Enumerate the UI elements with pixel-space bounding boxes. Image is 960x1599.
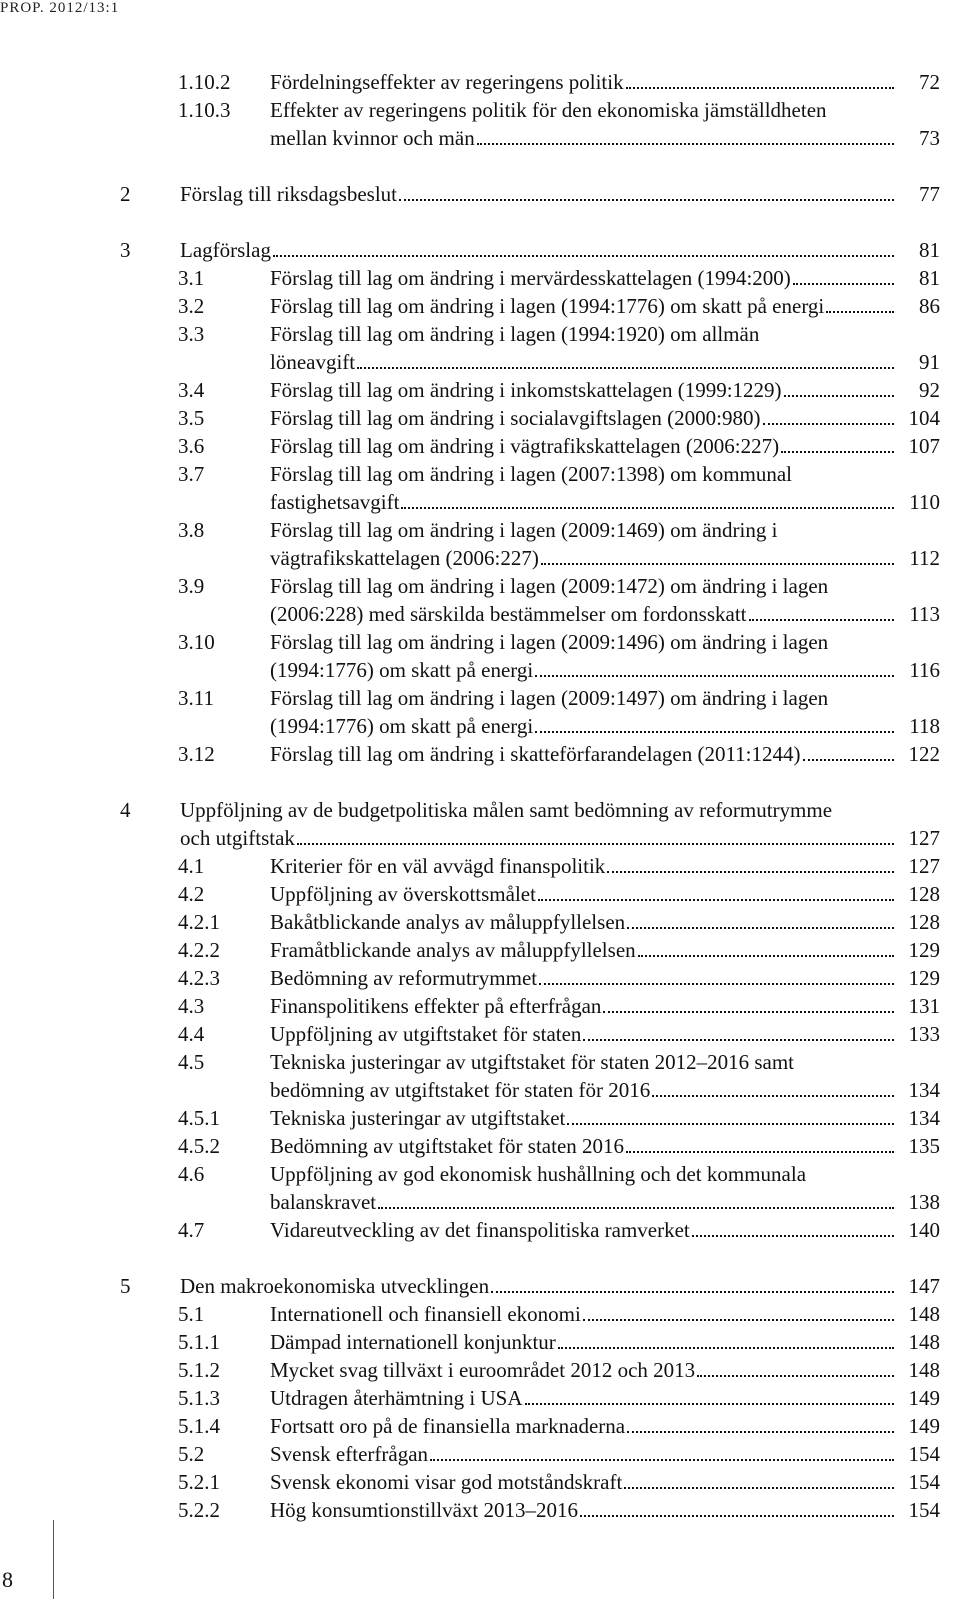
toc-entry-number: 4.2.1 bbox=[178, 910, 220, 934]
toc-entry-title: (1994:1776) om skatt på energi bbox=[270, 658, 534, 682]
toc-entry-title: Fortsatt oro på de finansiella marknaderna bbox=[270, 1414, 626, 1438]
toc-entry[interactable] bbox=[120, 236, 940, 264]
toc-entry-number: 4.2.2 bbox=[178, 938, 220, 962]
toc-entry-title: Effekter av regeringens politik för den ekonomiska jämställdheten bbox=[270, 98, 827, 122]
toc-page-number: 128 bbox=[896, 880, 940, 908]
toc-entry-number: 3.5 bbox=[178, 406, 205, 430]
toc-page-number: 112 bbox=[896, 544, 940, 572]
toc-entry[interactable] bbox=[178, 1300, 940, 1328]
dot-leader bbox=[793, 283, 894, 285]
dot-leader bbox=[826, 311, 894, 313]
running-head: PROP. 2012/13:1 bbox=[0, 0, 120, 16]
toc-entry[interactable] bbox=[178, 292, 940, 320]
toc-entry[interactable] bbox=[178, 376, 940, 404]
toc-entry[interactable] bbox=[120, 1272, 940, 1300]
toc-page-number: 135 bbox=[896, 1132, 940, 1160]
dot-leader bbox=[784, 395, 894, 397]
toc-entry-number: 5 bbox=[120, 1274, 131, 1298]
toc-entry-number: 3.1 bbox=[178, 266, 205, 290]
toc-entry-title: Fördelningseffekter av regeringens politik bbox=[270, 70, 624, 94]
toc-entry[interactable] bbox=[120, 796, 940, 852]
toc-page-number: 138 bbox=[896, 1188, 940, 1216]
dot-leader bbox=[607, 871, 894, 873]
toc-entry-title: Förslag till lag om ändring i lagen (2009:1472) om ändring i lagen bbox=[270, 574, 829, 598]
toc-entry-number: 4.7 bbox=[178, 1218, 205, 1242]
dot-leader bbox=[626, 87, 894, 89]
toc-page-number: 154 bbox=[896, 1496, 940, 1524]
dot-leader bbox=[580, 1515, 894, 1517]
toc-entry-number: 3.8 bbox=[178, 518, 205, 542]
toc-page-number: 149 bbox=[896, 1412, 940, 1440]
toc-page-number: 122 bbox=[896, 740, 940, 768]
toc-entry-number: 5.1.1 bbox=[178, 1330, 220, 1354]
toc-page-number: 129 bbox=[896, 936, 940, 964]
toc-entry[interactable] bbox=[178, 1356, 940, 1384]
toc-entry[interactable] bbox=[178, 936, 940, 964]
toc-entry-title: Förslag till lag om ändring i lagen (1994:1776) om skatt på energi bbox=[270, 294, 825, 318]
toc-entry-title: bedömning av utgiftstaket för staten för 2016 bbox=[270, 1078, 651, 1102]
toc-entry-number: 4.6 bbox=[178, 1162, 205, 1186]
toc-entry-number: 3.7 bbox=[178, 462, 205, 486]
toc-entry[interactable] bbox=[178, 852, 940, 880]
dot-leader bbox=[378, 1207, 894, 1209]
toc-page-number: 129 bbox=[896, 964, 940, 992]
dot-leader bbox=[535, 675, 894, 677]
dot-leader bbox=[583, 1039, 894, 1041]
dot-leader bbox=[297, 843, 894, 845]
toc-entry-number: 4.2.3 bbox=[178, 966, 220, 990]
toc-entry-number: 5.2.2 bbox=[178, 1498, 220, 1522]
toc-entry-number: 3.2 bbox=[178, 294, 205, 318]
toc-page-number: 77 bbox=[896, 180, 940, 208]
toc-entry-title: Förslag till lag om ändring i inkomstskattelagen (1999:1229) bbox=[270, 378, 782, 402]
toc-entry-number: 5.1.4 bbox=[178, 1414, 220, 1438]
toc-entry-number: 4.5.1 bbox=[178, 1106, 220, 1130]
toc-entry-title: Framåtblickande analys av måluppfyllelsen bbox=[270, 938, 636, 962]
dot-leader bbox=[273, 255, 894, 257]
toc-entry-title: Tekniska justeringar av utgiftstaket för staten 2012–2016 samt bbox=[270, 1050, 794, 1074]
toc-entry-number: 1.10.3 bbox=[178, 98, 231, 122]
toc-entry-number: 4.3 bbox=[178, 994, 205, 1018]
toc-entry-title: Förslag till lag om ändring i lagen (2009:1496) om ändring i lagen bbox=[270, 630, 829, 654]
toc-entry-number: 4.5.2 bbox=[178, 1134, 220, 1158]
dot-leader bbox=[626, 1151, 894, 1153]
toc-page-number: 133 bbox=[896, 1020, 940, 1048]
dot-leader bbox=[357, 367, 894, 369]
dot-leader bbox=[541, 563, 894, 565]
toc-page-number: 73 bbox=[896, 124, 940, 152]
toc-entry-number: 3.6 bbox=[178, 434, 205, 458]
dot-leader bbox=[763, 423, 894, 425]
toc-page-number: 134 bbox=[896, 1076, 940, 1104]
toc-page-number: 127 bbox=[896, 852, 940, 880]
toc-entry-title: Bedömning av reformutrymmet bbox=[270, 966, 538, 990]
toc-entry-title: Förslag till lag om ändring i lagen (2007:1398) om kommunal bbox=[270, 462, 793, 486]
dot-leader bbox=[603, 1011, 894, 1013]
toc-entry-title: Bakåtblickande analys av måluppfyllelsen bbox=[270, 910, 626, 934]
toc-entry[interactable] bbox=[178, 880, 940, 908]
dot-leader bbox=[692, 1235, 894, 1237]
toc-entry[interactable] bbox=[178, 264, 940, 292]
dot-leader bbox=[697, 1375, 894, 1377]
dot-leader bbox=[627, 927, 894, 929]
toc-entry-title: Förslag till lag om ändring i lagen (1994:1920) om allmän bbox=[270, 322, 760, 346]
toc-page-number: 116 bbox=[896, 656, 940, 684]
toc-entry-number: 1.10.2 bbox=[178, 70, 231, 94]
toc-page-number: 149 bbox=[896, 1384, 940, 1412]
toc-entry[interactable] bbox=[178, 572, 940, 628]
toc-entry[interactable] bbox=[178, 1468, 940, 1496]
toc-entry[interactable] bbox=[178, 460, 940, 516]
toc-entry-title: Uppföljning av god ekonomisk hushållning och det kommunala bbox=[270, 1162, 807, 1186]
toc-entry-title: mellan kvinnor och män bbox=[270, 126, 475, 150]
toc-page-number: 147 bbox=[896, 1272, 940, 1300]
toc-entry[interactable] bbox=[178, 628, 940, 684]
toc-entry[interactable] bbox=[120, 180, 940, 208]
toc-entry-number: 5.1.2 bbox=[178, 1358, 220, 1382]
toc-entry[interactable] bbox=[178, 1412, 940, 1440]
toc-entry-title: Den makroekonomiska utvecklingen bbox=[180, 1274, 490, 1298]
toc-page-number: 110 bbox=[896, 488, 940, 516]
toc-entry-number: 3.9 bbox=[178, 574, 205, 598]
toc-entry-number: 3.3 bbox=[178, 322, 205, 346]
toc-entry-number: 4 bbox=[120, 798, 131, 822]
toc-entry[interactable] bbox=[178, 1020, 940, 1048]
toc-page-number: 148 bbox=[896, 1300, 940, 1328]
page-number: 8 bbox=[2, 1567, 13, 1592]
dot-leader bbox=[638, 955, 894, 957]
toc-entry-title: Lagförslag bbox=[180, 238, 271, 262]
dot-leader bbox=[803, 759, 894, 761]
toc-entry[interactable] bbox=[178, 908, 940, 936]
dot-leader bbox=[652, 1095, 894, 1097]
toc-entry-number: 4.4 bbox=[178, 1022, 205, 1046]
toc-entry-title: Förslag till lag om ändring i vägtrafikskattelagen (2006:227) bbox=[270, 434, 780, 458]
toc-entry-title: fastighetsavgift bbox=[270, 490, 400, 514]
dot-leader bbox=[624, 1487, 894, 1489]
toc-page-number: 91 bbox=[896, 348, 940, 376]
toc-entry-number: 5.1.3 bbox=[178, 1386, 220, 1410]
toc-entry-title: Förslag till lag om ändring i mervärdesskattelagen (1994:200) bbox=[270, 266, 791, 290]
toc-entry[interactable] bbox=[178, 1496, 940, 1524]
dot-leader bbox=[567, 1123, 894, 1125]
toc-entry-number: 3.10 bbox=[178, 630, 215, 654]
toc-entry-title: Uppföljning av överskottsmålet bbox=[270, 882, 536, 906]
dot-leader bbox=[558, 1347, 894, 1349]
dot-leader bbox=[583, 1319, 894, 1321]
toc-entry-title: Dämpad internationell konjunktur bbox=[270, 1330, 556, 1354]
toc-entry[interactable] bbox=[178, 992, 940, 1020]
toc-entry-number: 3.4 bbox=[178, 378, 205, 402]
toc-entry-number: 3 bbox=[120, 238, 131, 262]
toc-page-number: 92 bbox=[896, 376, 940, 404]
toc-entry-number: 4.1 bbox=[178, 854, 205, 878]
dot-leader bbox=[477, 143, 894, 145]
toc-entry[interactable] bbox=[178, 684, 940, 740]
toc-page-number: 81 bbox=[896, 264, 940, 292]
toc-page-number: 131 bbox=[896, 992, 940, 1020]
dot-leader bbox=[430, 1459, 894, 1461]
toc-page-number: 118 bbox=[896, 712, 940, 740]
toc-entry[interactable] bbox=[178, 1104, 940, 1132]
toc-entry-number: 4.2 bbox=[178, 882, 205, 906]
toc-entry[interactable] bbox=[178, 516, 940, 572]
toc-entry-title: Svensk efterfrågan bbox=[270, 1442, 429, 1466]
dot-leader bbox=[538, 899, 894, 901]
toc-entry-title: Hög konsumtionstillväxt 2013–2016 bbox=[270, 1498, 579, 1522]
dot-leader bbox=[525, 1403, 894, 1405]
toc-entry-title: balanskravet bbox=[270, 1190, 377, 1214]
toc-entry-title: Uppföljning av utgiftstaket för staten bbox=[270, 1022, 582, 1046]
toc-page-number: 127 bbox=[896, 824, 940, 852]
toc-entry-title: Tekniska justeringar av utgiftstaket bbox=[270, 1106, 566, 1130]
dot-leader bbox=[491, 1291, 894, 1293]
toc-entry-title: Kriterier för en väl avvägd finanspolitik bbox=[270, 854, 606, 878]
toc-entry[interactable] bbox=[178, 68, 940, 96]
toc-entry-title: Svensk ekonomi visar god motståndskraft bbox=[270, 1470, 623, 1494]
toc-page-number: 86 bbox=[896, 292, 940, 320]
toc-entry-title: Förslag till lag om ändring i socialavgiftslagen (2000:980) bbox=[270, 406, 761, 430]
dot-leader bbox=[749, 619, 894, 621]
toc-entry[interactable] bbox=[178, 1384, 940, 1412]
toc-entry[interactable] bbox=[178, 404, 940, 432]
toc-entry[interactable] bbox=[178, 432, 940, 460]
toc-entry-title: Mycket svag tillväxt i euroområdet 2012 och 2013 bbox=[270, 1358, 696, 1382]
toc-page-number: 107 bbox=[896, 432, 940, 460]
toc-entry[interactable] bbox=[178, 1328, 940, 1356]
dot-leader bbox=[781, 451, 894, 453]
dot-leader bbox=[401, 507, 894, 509]
toc-entry[interactable] bbox=[178, 1048, 940, 1104]
toc-entry-title: och utgiftstak bbox=[180, 826, 295, 850]
toc-entry-title: Förslag till riksdagsbeslut bbox=[180, 182, 397, 206]
toc-entry-number: 2 bbox=[120, 182, 131, 206]
toc-entry-title: vägtrafikskattelagen (2006:227) bbox=[270, 546, 539, 570]
toc-entry-title: Finanspolitikens effekter på efterfrågan bbox=[270, 994, 602, 1018]
toc-entry-title: (1994:1776) om skatt på energi bbox=[270, 714, 534, 738]
toc-entry-number: 3.12 bbox=[178, 742, 215, 766]
toc-entry[interactable] bbox=[178, 96, 940, 152]
toc-entry[interactable] bbox=[178, 1216, 940, 1244]
toc-entry[interactable] bbox=[178, 964, 940, 992]
toc-page-number: 140 bbox=[896, 1216, 940, 1244]
toc-page-number: 148 bbox=[896, 1328, 940, 1356]
toc-entry-title: Förslag till lag om ändring i lagen (2009:1469) om ändring i bbox=[270, 518, 778, 542]
toc-entry-title: Internationell och finansiell ekonomi bbox=[270, 1302, 581, 1326]
toc-entry[interactable] bbox=[178, 1132, 940, 1160]
toc-entry-number: 3.11 bbox=[178, 686, 214, 710]
toc-entry[interactable] bbox=[178, 320, 940, 376]
toc-entry-title: (2006:228) med särskilda bestämmelser om fordonsskatt bbox=[270, 602, 747, 626]
toc-page-number: 104 bbox=[896, 404, 940, 432]
dot-leader bbox=[627, 1431, 894, 1433]
toc-entry-number: 4.5 bbox=[178, 1050, 205, 1074]
toc-entry-title: Vidareutveckling av det finanspolitiska ramverket bbox=[270, 1218, 690, 1242]
toc-page-number: 113 bbox=[896, 600, 940, 628]
toc-entry-title: Bedömning av utgiftstaket för staten 2016 bbox=[270, 1134, 625, 1158]
dot-leader bbox=[399, 199, 894, 201]
dot-leader bbox=[535, 731, 894, 733]
toc-page-number: 134 bbox=[896, 1104, 940, 1132]
toc-entry[interactable] bbox=[178, 740, 940, 768]
toc-page-number: 154 bbox=[896, 1468, 940, 1496]
toc-entry[interactable] bbox=[178, 1160, 940, 1216]
toc-entry-number: 5.1 bbox=[178, 1302, 205, 1326]
toc-entry-title: Utdragen återhämtning i USA bbox=[270, 1386, 523, 1410]
toc-entry-number: 5.2.1 bbox=[178, 1470, 220, 1494]
toc-page-number: 148 bbox=[896, 1356, 940, 1384]
toc-entry-title: Förslag till lag om ändring i skatteförfarandelagen (2011:1244) bbox=[270, 742, 801, 766]
toc-page-number: 128 bbox=[896, 908, 940, 936]
toc-entry-number: 5.2 bbox=[178, 1442, 205, 1466]
toc-entry-title: Uppföljning av de budgetpolitiska målen samt bedömning av reformutrymme bbox=[180, 798, 833, 822]
dot-leader bbox=[539, 983, 894, 985]
toc-entry-title: löneavgift bbox=[270, 350, 356, 374]
toc-page-number: 154 bbox=[896, 1440, 940, 1468]
toc-entry-title: Förslag till lag om ändring i lagen (2009:1497) om ändring i lagen bbox=[270, 686, 829, 710]
toc-page-number: 81 bbox=[896, 236, 940, 264]
toc-page-number: 72 bbox=[896, 68, 940, 96]
toc-entry[interactable] bbox=[178, 1440, 940, 1468]
